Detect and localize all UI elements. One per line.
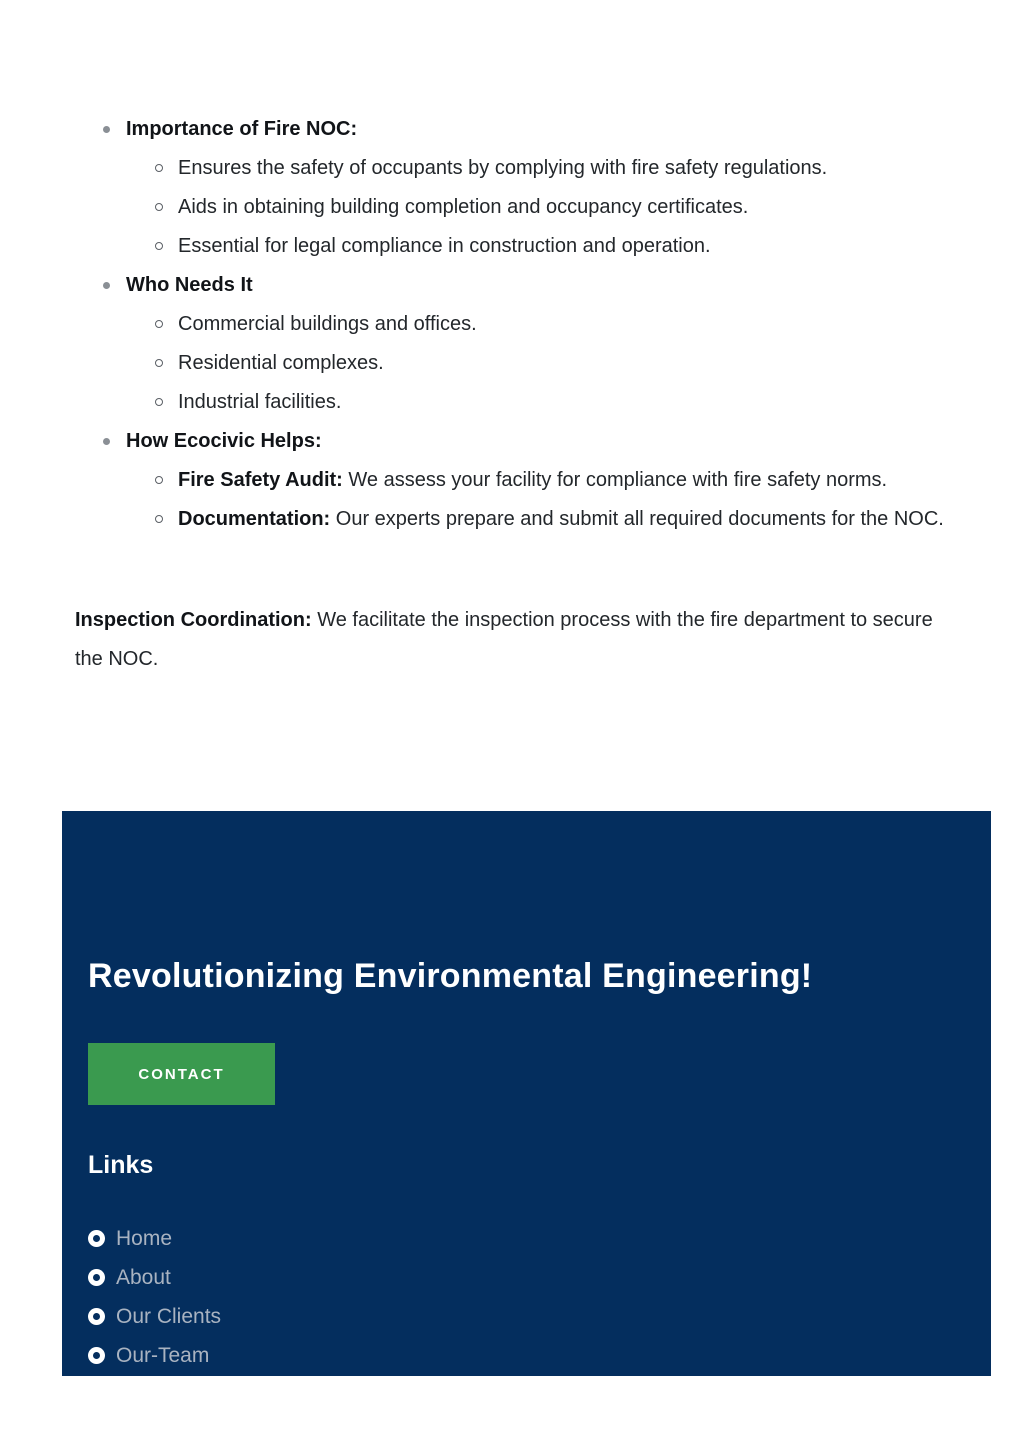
- disc-bullet-icon: [103, 438, 110, 445]
- list-item-how-ecocivic-helps: [126, 422, 966, 539]
- footer-link-item-about: [88, 1258, 221, 1297]
- list-item: [178, 344, 966, 383]
- list-item-text: Residential complexes.: [178, 352, 384, 374]
- circle-dot-icon: [88, 1269, 105, 1286]
- list-item: [178, 461, 966, 500]
- circle-bullet-icon: [155, 515, 163, 523]
- section-heading: Who Needs It: [126, 274, 253, 296]
- list-item: [178, 149, 966, 188]
- paragraph-text: We facilitate the inspection process with the fire department to secure the NOC.: [75, 609, 933, 670]
- list-item-text: Ensures the safety of occupants by complying with fire safety regulations.: [178, 157, 828, 179]
- circle-bullet-icon: [155, 359, 163, 367]
- circle-bullet-icon: [155, 398, 163, 406]
- links-title: Links: [88, 1151, 154, 1179]
- fire-noc-list: [126, 110, 966, 539]
- footer-title: Revolutionizing Environmental Engineering!: [88, 957, 813, 995]
- list-item-text: We assess your facility for compliance with fire safety norms.: [342, 469, 888, 491]
- paragraph-bold-label: Inspection Coordination:: [75, 609, 312, 631]
- sublist-how-ecocivic-helps: [126, 461, 966, 539]
- footer-links-list: [88, 1219, 221, 1375]
- list-item-text: Commercial buildings and offices.: [178, 313, 477, 335]
- footer-link-item-our-clients: [88, 1297, 221, 1336]
- list-item: [178, 305, 966, 344]
- circle-bullet-icon: [155, 320, 163, 328]
- list-item: [178, 227, 966, 266]
- circle-bullet-icon: [155, 242, 163, 250]
- section-heading: Importance of Fire NOC:: [126, 118, 358, 140]
- disc-bullet-icon: [103, 282, 110, 289]
- footer-link-item-our-team: [88, 1336, 221, 1375]
- section-heading: How Ecocivic Helps:: [126, 430, 322, 452]
- list-item: [178, 188, 966, 227]
- footer: [62, 811, 991, 1376]
- list-item-who-needs-it: [126, 266, 966, 422]
- footer-link-item-home: [88, 1219, 221, 1258]
- circle-bullet-icon: [155, 203, 163, 211]
- sublist-importance: [126, 149, 966, 266]
- list-item: [178, 383, 966, 422]
- inspection-paragraph: [75, 601, 955, 679]
- circle-dot-icon: [88, 1308, 105, 1325]
- list-item: [178, 500, 966, 539]
- list-item-text: Aids in obtaining building completion and occupancy certificates.: [178, 196, 749, 218]
- footer-link-our-clients[interactable]: Our Clients: [116, 1304, 222, 1328]
- circle-bullet-icon: [155, 476, 163, 484]
- circle-bullet-icon: [155, 164, 163, 172]
- list-item-text: Our experts prepare and submit all required documents for the NOC.: [330, 508, 944, 530]
- list-item-importance: [126, 110, 966, 266]
- footer-link-home[interactable]: Home: [116, 1226, 173, 1250]
- list-item-bold-label: Documentation:: [178, 508, 331, 530]
- contact-button[interactable]: CONTACT: [88, 1043, 275, 1105]
- circle-dot-icon: [88, 1230, 105, 1247]
- footer-link-our-team[interactable]: Our-Team: [116, 1343, 210, 1367]
- list-item-text: Industrial facilities.: [178, 391, 342, 413]
- list-item-bold-label: Fire Safety Audit:: [178, 469, 343, 491]
- list-item-text: Essential for legal compliance in construction and operation.: [178, 235, 711, 257]
- circle-dot-icon: [88, 1347, 105, 1364]
- sublist-who-needs-it: [126, 305, 966, 422]
- footer-link-about[interactable]: About: [116, 1265, 171, 1289]
- disc-bullet-icon: [103, 126, 110, 133]
